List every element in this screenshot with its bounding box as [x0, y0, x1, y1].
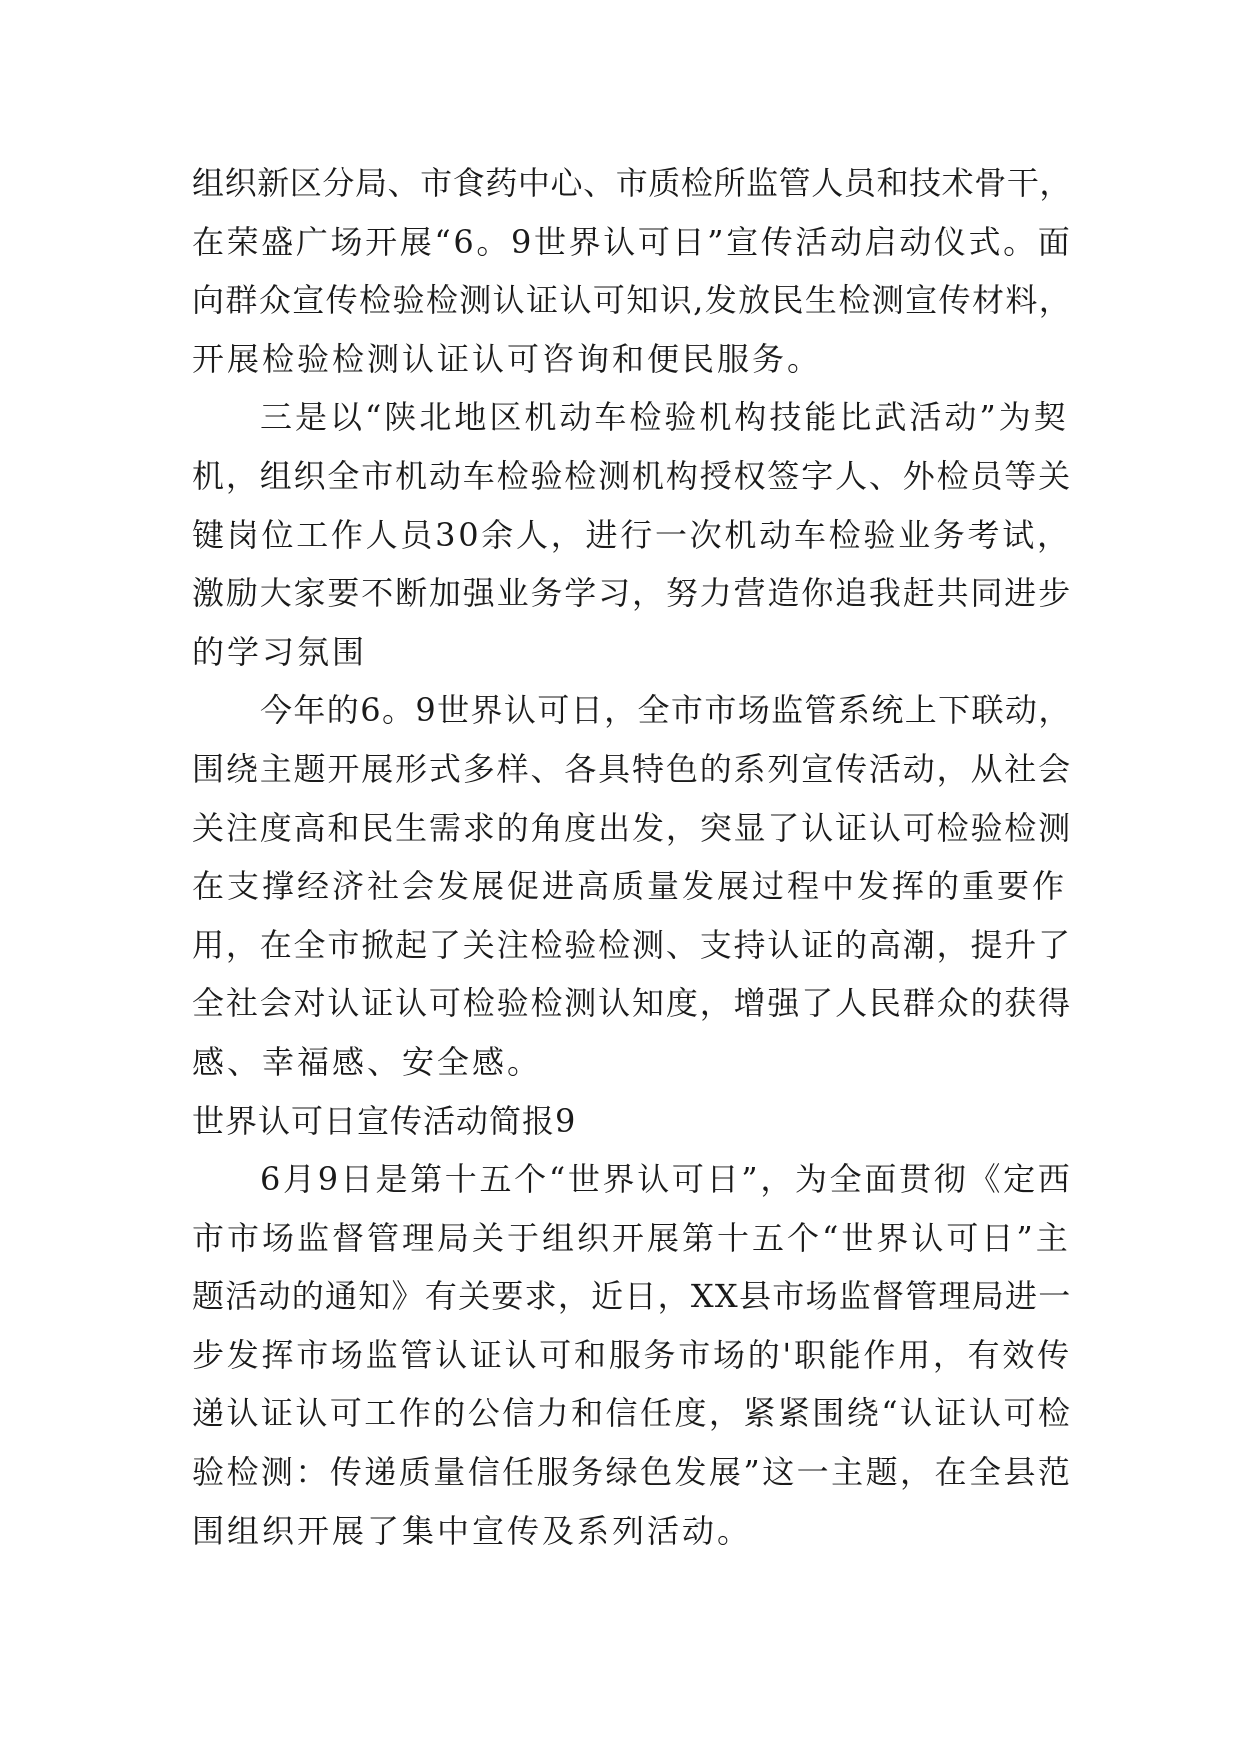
text-line: 步发挥市场监管认证认可和服务市场的'职能作用，有效传: [192, 1335, 1072, 1374]
text-line: 6月9日是第十五个“世界认可日”，为全面贯彻《定西: [260, 1160, 1073, 1199]
text-line: 键岗位工作人员30余人，进行一次机动车检验业务考试，: [192, 515, 1072, 554]
text-line: 在荣盛广场开展“6。9世界认可日”宣传活动启动仪式。面: [192, 222, 1073, 261]
text-line: 围组织开展了集中宣传及系列活动。: [192, 1511, 753, 1550]
text-line: 三是以“陕北地区机动车检验机构技能比武活动”为契: [260, 398, 1069, 437]
text-line: 组织新区分局、市食药中心、市质检所监管人员和技术骨干，: [192, 164, 1073, 202]
text-line: 递认证认可工作的公信力和信任度，紧紧围绕“认证认可检: [192, 1394, 1073, 1433]
text-line: 验检测：传递质量信任服务绿色发展”这一主题，在全县范: [192, 1453, 1073, 1492]
text-line: 全社会对认证认可检验检测认知度，增强了人民群众的获得: [192, 984, 1073, 1023]
text-line: 市市场监督管理局关于组织开展第十五个“世界认可日”主: [192, 1218, 1071, 1257]
text-line: 开展检验检测认证认可咨询和便民服务。: [192, 339, 823, 378]
text-line: 激励大家要不断加强业务学习，努力营造你追我赶共同进步: [192, 574, 1073, 613]
text-line: 的学习氛围: [192, 632, 368, 671]
text-line: 关注度高和民生需求的角度出发，突显了认证认可检验检测: [192, 808, 1073, 847]
text-line: 用，在全市掀起了关注检验检测、支持认证的高潮，提升了: [192, 925, 1073, 964]
text-line: 今年的6。9世界认可日，全市市场监管系统上下联动，: [260, 691, 1072, 730]
text-line: 机，组织全市机动车检验检测机构授权签字人、外检员等关: [192, 456, 1073, 495]
text-line: 围绕主题开展形式多样、各具特色的系列宣传活动，从社会: [192, 749, 1073, 788]
text-line: 感、幸福感、安全感。: [192, 1042, 543, 1081]
section-heading: 世界认可日宣传活动简报9: [192, 1101, 577, 1140]
text-line: 在支撑经济社会发展促进高质量发展过程中发挥的重要作: [192, 867, 1068, 906]
text-line: 向群众宣传检验检测认证认可知识,发放民生检测宣传材料，: [192, 281, 1073, 320]
text-line: 题活动的通知》有关要求，近日，XX县市场监督管理局进一: [192, 1277, 1072, 1316]
document-body: [192, 154, 1072, 1560]
